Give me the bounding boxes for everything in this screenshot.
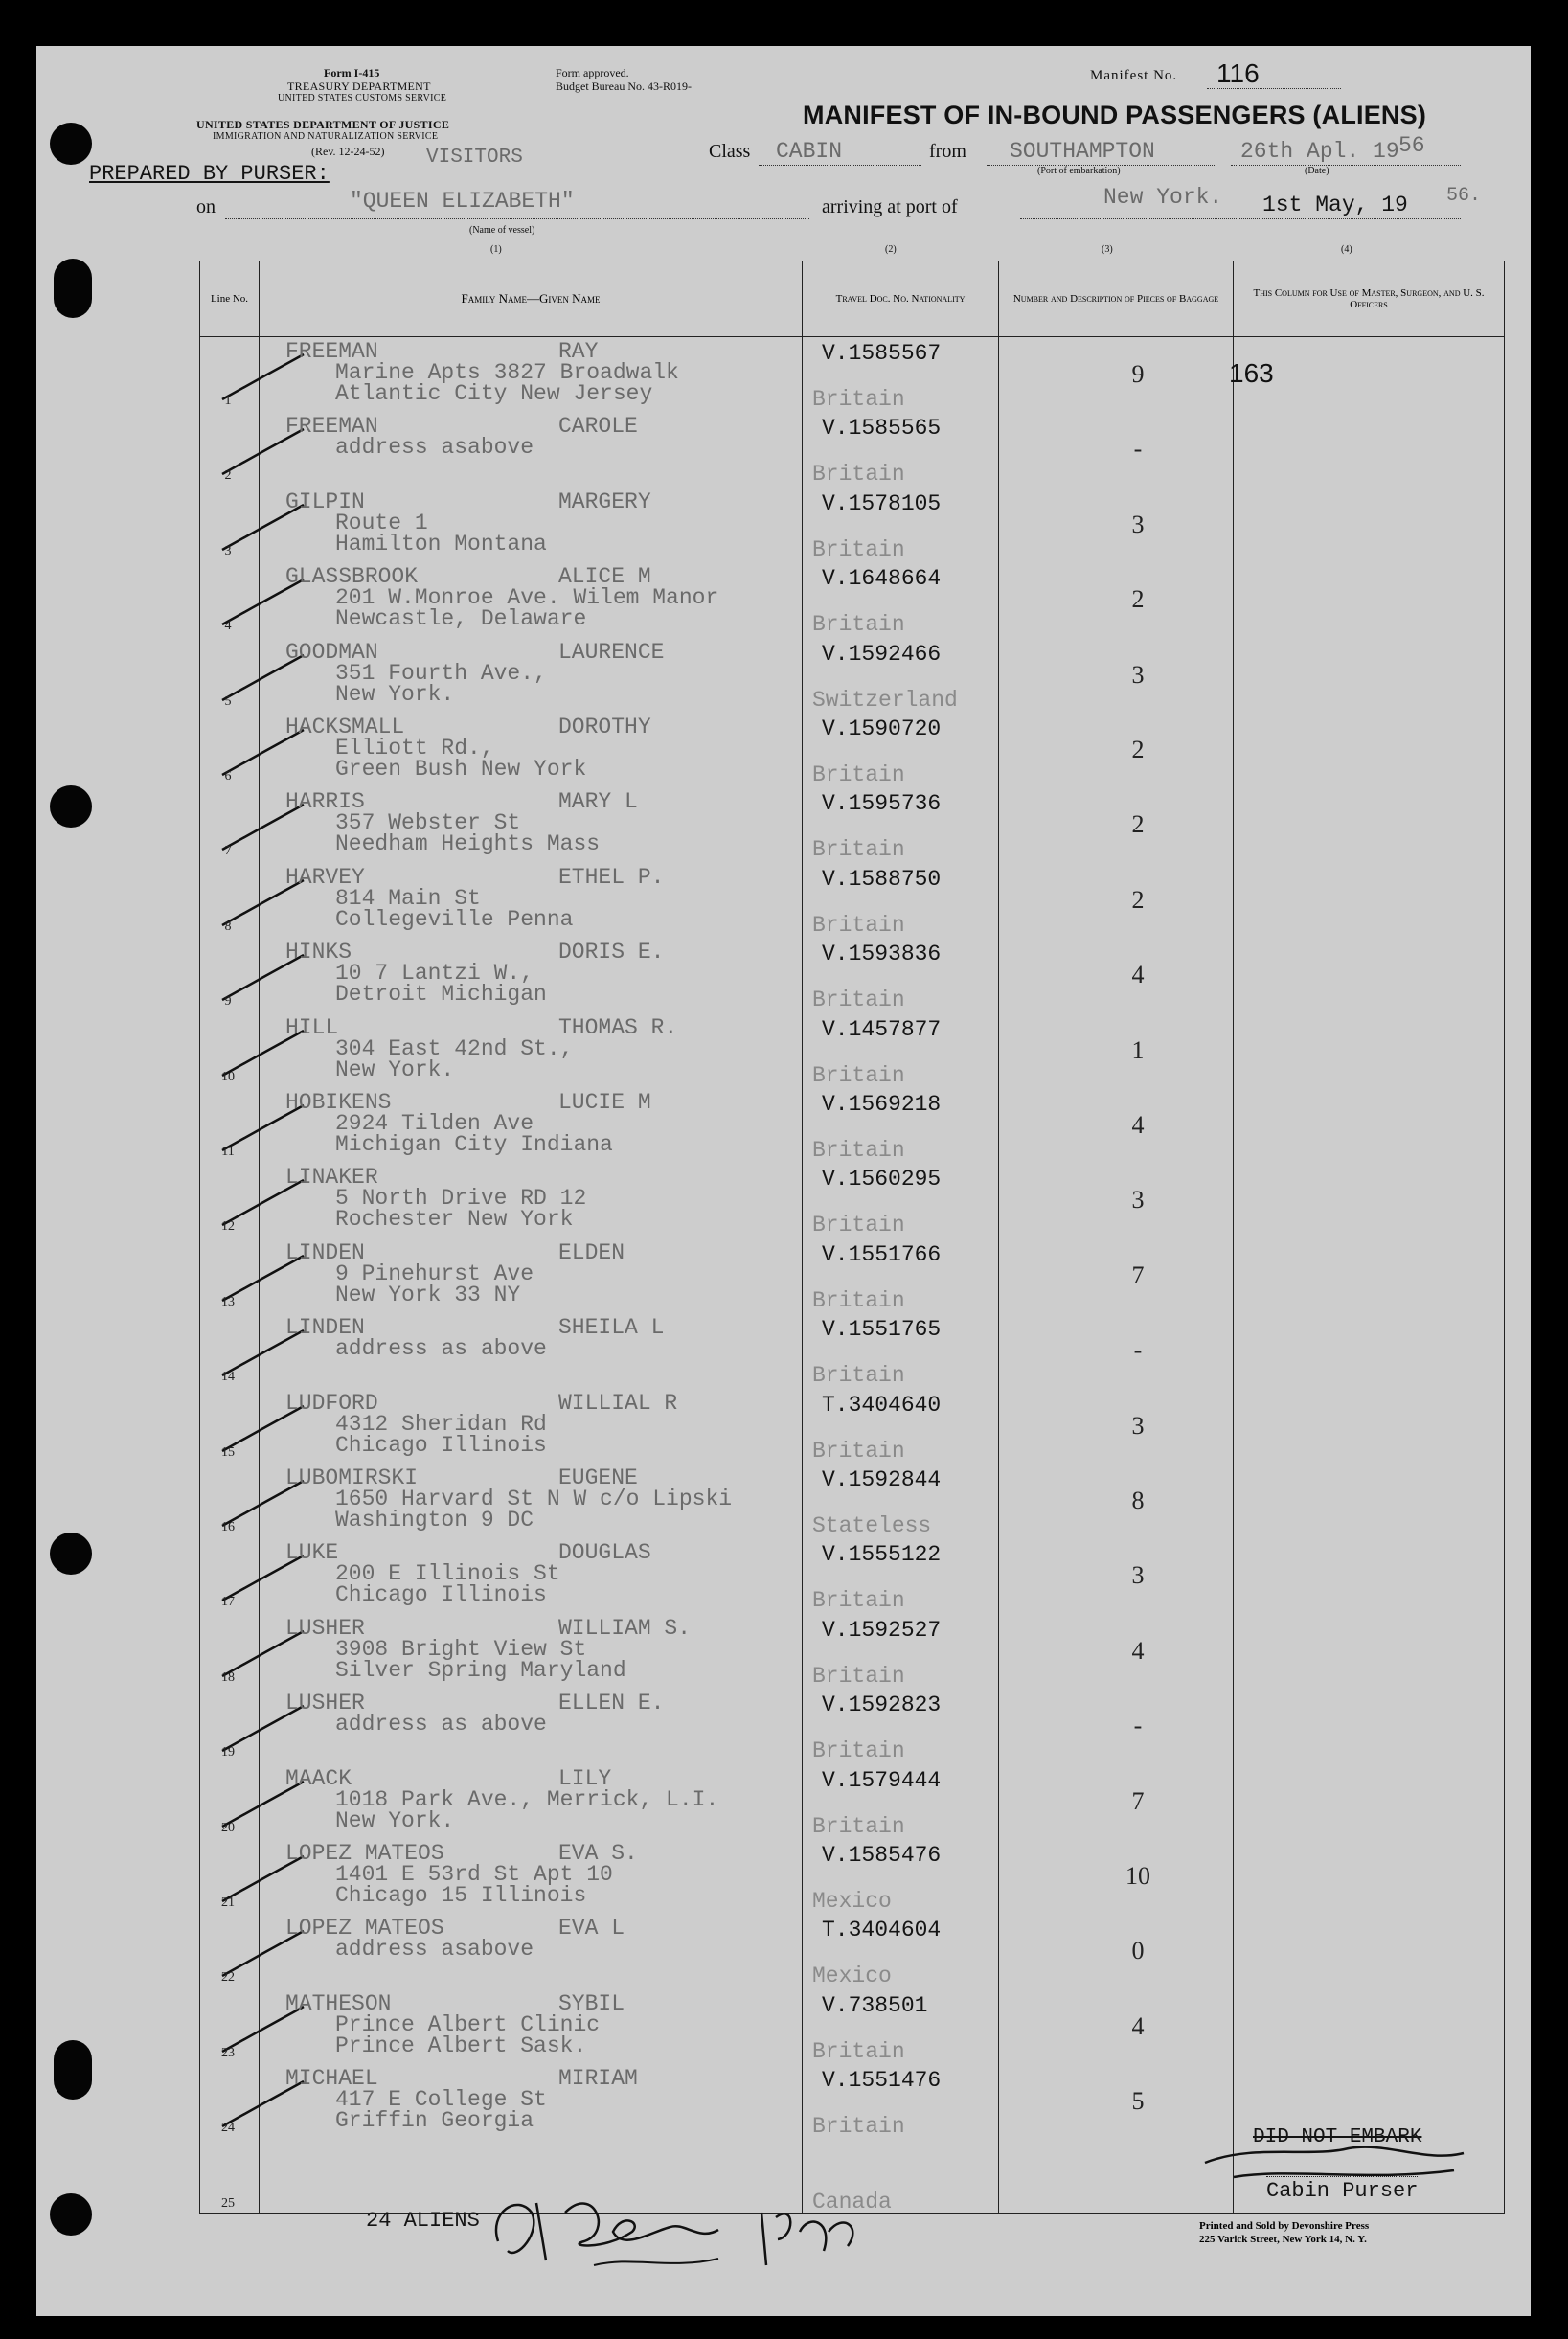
- line-number: 13: [221, 1294, 235, 1309]
- nationality: Britain: [812, 612, 905, 638]
- table-row: [199, 488, 1504, 563]
- given-name: LILY: [558, 1765, 612, 1791]
- budget-bureau: Budget Bureau No. 43-R019-: [556, 79, 692, 93]
- class-line: [759, 165, 921, 166]
- given-name: EVA L: [558, 1916, 625, 1942]
- nationality: Britain: [812, 1738, 905, 1764]
- address-line-1: Elliott Rd.,: [335, 736, 494, 761]
- table-row: [199, 1163, 1504, 1238]
- line-number: 10: [221, 1069, 235, 1084]
- travel-doc-number: V.1595736: [822, 791, 942, 817]
- treasury-department: TREASURY DEPARTMENT: [287, 79, 431, 93]
- baggage-count: 10: [1125, 1862, 1150, 1890]
- given-name: MARY L: [558, 789, 638, 815]
- travel-doc-number: V.1560295: [822, 1167, 942, 1192]
- family-name: LINDEN: [285, 1239, 365, 1265]
- nationality: Britain: [812, 837, 905, 863]
- table-row: [199, 412, 1504, 488]
- nationality: Britain: [812, 912, 905, 938]
- nationality: Britain: [812, 762, 905, 787]
- arrival-year: 56.: [1446, 185, 1482, 207]
- port-embark-caption: (Port of embarkation): [1037, 166, 1121, 176]
- baggage-count: -: [1133, 435, 1143, 464]
- travel-doc-number: T.3404640: [822, 1392, 942, 1418]
- travel-doc-number: V.1551765: [822, 1317, 942, 1343]
- line-number: 19: [221, 1745, 235, 1760]
- travel-doc-number: V.1648664: [822, 566, 942, 592]
- date-line: [1231, 165, 1461, 166]
- nationality: Britain: [812, 1062, 905, 1088]
- address-line-1: Route 1: [335, 510, 428, 535]
- binder-hole: [54, 2040, 92, 2100]
- address-line-1: address as above: [335, 1336, 547, 1362]
- given-name: EVA S.: [558, 1841, 638, 1866]
- nationality: Stateless: [812, 1513, 932, 1538]
- binder-hole: [50, 123, 92, 165]
- address-line-1: Marine Apts 3827 Broadwalk: [335, 360, 679, 385]
- family-name: LUDFORD: [285, 1390, 378, 1416]
- cabin-purser: Cabin Purser: [1266, 2176, 1418, 2203]
- nationality: Britain: [812, 1813, 905, 1839]
- col-number-3: (3): [1102, 244, 1113, 255]
- address-line-1: 814 Main St: [335, 885, 481, 911]
- address-line-1: 10 7 Lantzi W.,: [335, 961, 534, 987]
- address-line-2: Silver Spring Maryland: [335, 1657, 626, 1683]
- address-line-2: Prince Albert Sask.: [335, 2032, 587, 2058]
- address-line-1: 351 Fourth Ave.,: [335, 660, 547, 686]
- travel-doc-number: V.1585565: [822, 416, 942, 442]
- travel-doc-number: V.1592844: [822, 1467, 942, 1492]
- vessel-name: "QUEEN ELIZABETH": [350, 189, 575, 214]
- given-name: ELDEN: [558, 1239, 625, 1265]
- given-name: RAY: [558, 339, 599, 364]
- address-line-1: 200 E Illinois St: [335, 1561, 560, 1587]
- travel-doc-number: V.1585476: [822, 1843, 942, 1868]
- line-number: 2: [224, 468, 232, 484]
- table-row: [199, 1764, 1504, 1840]
- travel-doc-number: V.1585567: [822, 341, 942, 366]
- address-line-2: Washington 9 DC: [335, 1508, 534, 1533]
- address-line-2: Detroit Michigan: [335, 982, 547, 1008]
- family-name: LUSHER: [285, 1615, 365, 1641]
- line-number: 12: [221, 1219, 235, 1235]
- from-label: from: [929, 141, 966, 162]
- table-row: [199, 1839, 1504, 1915]
- vessel-caption: (Name of vessel): [469, 225, 535, 236]
- family-name: GOODMAN: [285, 639, 378, 665]
- travel-doc-number: V.1551766: [822, 1241, 942, 1267]
- address-line-1: 3908 Bright View St: [335, 1636, 587, 1662]
- address-line-1: address asabove: [335, 435, 534, 461]
- given-name: LUCIE M: [558, 1090, 651, 1115]
- family-name: HACKSMALL: [285, 715, 405, 739]
- nationality: Britain: [812, 1138, 905, 1163]
- baggage-count: 2: [1131, 585, 1145, 614]
- travel-doc-number: V.1588750: [822, 866, 942, 892]
- family-name: HARRIS: [285, 789, 365, 815]
- arrival-port: New York.: [1103, 185, 1223, 210]
- line-number: 8: [224, 919, 232, 934]
- class-label: Class: [709, 141, 751, 162]
- nationality: Britain: [812, 988, 905, 1013]
- did-not-embark: DID NOT EMBARK: [1253, 2126, 1422, 2148]
- binder-hole: [54, 259, 92, 318]
- nationality: Mexico: [812, 1889, 892, 1914]
- travel-doc-number: V.1592527: [822, 1617, 942, 1643]
- table-row: [199, 1313, 1504, 1389]
- family-name: LOPEZ MATEOS: [285, 1841, 444, 1866]
- address-line-2: New York.: [335, 1807, 455, 1833]
- given-name: ETHEL P.: [558, 864, 665, 890]
- travel-doc-number: T.3404604: [822, 1918, 942, 1943]
- table-row: [199, 938, 1504, 1013]
- nationality: Canada: [812, 2189, 892, 2214]
- given-name: LAURENCE: [558, 639, 665, 665]
- address-line-1: 357 Webster St: [335, 810, 521, 836]
- revision-date: (Rev. 12-24-52): [311, 145, 385, 158]
- address-line-1: 417 E College St: [335, 2087, 547, 2113]
- line-number: 15: [221, 1444, 235, 1460]
- address-line-2: New York.: [335, 1056, 455, 1082]
- family-name: GILPIN: [285, 488, 365, 514]
- given-name: MIRIAM: [558, 2066, 638, 2092]
- address-line-1: 1650 Harvard St N W c/o Lipski: [335, 1487, 733, 1511]
- address-line-2: New York.: [335, 681, 455, 707]
- address-line-2: Collegeville Penna: [335, 906, 574, 932]
- table-row: [199, 1464, 1504, 1539]
- travel-doc-number: V.1555122: [822, 1542, 942, 1568]
- given-name: THOMAS R.: [558, 1014, 678, 1040]
- family-name: HOBIKENS: [285, 1090, 392, 1115]
- nationality: Britain: [812, 1213, 905, 1238]
- table-row: [199, 1614, 1504, 1690]
- family-name: LUSHER: [285, 1691, 365, 1716]
- given-name: DOROTHY: [558, 715, 651, 739]
- line-number: 11: [221, 1145, 235, 1159]
- family-name: FREEMAN: [285, 414, 378, 440]
- baggage-count: 3: [1131, 660, 1145, 689]
- line-number: 21: [221, 1896, 235, 1910]
- purser-stamp-signature: [1195, 2124, 1483, 2191]
- address-line-2: Needham Heights Mass: [335, 831, 601, 857]
- baggage-count: 0: [1131, 1937, 1145, 1965]
- header-name: Family Name—Given Name: [260, 261, 803, 337]
- address-line-1: 1401 E 53rd St Apt 10: [335, 1862, 613, 1887]
- table-row: [199, 562, 1504, 638]
- table-row: [199, 1389, 1504, 1465]
- travel-doc-number: V.1457877: [822, 1016, 942, 1042]
- baggage-count: 4: [1131, 1636, 1145, 1665]
- family-name: LINAKER: [285, 1165, 378, 1191]
- line-number: 24: [221, 2121, 235, 2136]
- table-row: [199, 1238, 1504, 1314]
- table-row: [199, 1538, 1504, 1614]
- travel-doc-number: V.1551476: [822, 2068, 942, 2094]
- baggage-count: -: [1133, 1336, 1143, 1365]
- family-name: FREEMAN: [285, 339, 378, 364]
- given-name: SYBIL: [558, 1990, 625, 2016]
- line-number: 16: [221, 1520, 235, 1534]
- line-number: 7: [224, 844, 232, 859]
- arriving-label: arriving at port of: [822, 196, 958, 217]
- nationality: Britain: [812, 387, 905, 412]
- address-line-1: 9 Pinehurst Ave: [335, 1260, 534, 1286]
- family-name: HARVEY: [285, 864, 365, 890]
- from-value: SOUTHAMPTON: [1010, 139, 1155, 164]
- embark-date: 26th Apl. 19: [1240, 139, 1399, 164]
- given-name: DORIS E.: [558, 940, 665, 965]
- line-number: 4: [224, 619, 232, 634]
- table-row: [199, 1088, 1504, 1164]
- line-number: 5: [224, 693, 232, 709]
- nationality: Britain: [812, 2038, 905, 2064]
- baggage-count: 8: [1131, 1487, 1145, 1514]
- address-line-2: Rochester New York: [335, 1207, 574, 1233]
- baggage-count: 4: [1131, 961, 1145, 989]
- printer-line-2: 225 Varick Street, New York 14, N. Y.: [1199, 2234, 1367, 2245]
- given-name: WILLIAM S.: [558, 1615, 692, 1641]
- line-number: 18: [221, 1669, 235, 1685]
- baggage-count: 2: [1131, 810, 1145, 839]
- family-name: HILL: [285, 1014, 339, 1040]
- line-number: 3: [224, 543, 232, 558]
- table-row: [199, 1989, 1504, 2065]
- on-label: on: [196, 196, 216, 217]
- customs-service: UNITED STATES CUSTOMS SERVICE: [278, 93, 447, 103]
- total-aliens: 24 ALIENS: [366, 2209, 480, 2233]
- family-name: HINKS: [285, 940, 352, 965]
- binder-hole: [50, 1533, 92, 1575]
- address-line-2: Green Bush New York: [335, 757, 587, 782]
- family-name: MATHESON: [285, 1990, 392, 2016]
- address-line-1: 4312 Sheridan Rd: [335, 1411, 547, 1437]
- class-value: CABIN: [776, 139, 843, 164]
- table-row: [199, 1013, 1504, 1089]
- col-number-1: (1): [490, 244, 502, 255]
- printer-line-1: Printed and Sold by Devonshire Press: [1199, 2220, 1370, 2232]
- address-line-2: Chicago Illinois: [335, 1432, 547, 1458]
- header-officers: This Column for Use of Master, Surgeon, and U. S. Officers: [1234, 261, 1505, 337]
- family-name: LUBOMIRSKI: [285, 1465, 419, 1490]
- family-name: LOPEZ MATEOS: [285, 1916, 444, 1942]
- table-row: [199, 1689, 1504, 1764]
- baggage-count: -: [1133, 1712, 1143, 1740]
- header-baggage: Number and Description of Pieces of Baggage: [999, 261, 1234, 337]
- address-line-2: Michigan City Indiana: [335, 1132, 613, 1157]
- family-name: MAACK: [285, 1765, 352, 1791]
- given-name: DOUGLAS: [558, 1540, 651, 1566]
- travel-doc-number: V.1569218: [822, 1092, 942, 1117]
- address-line-2: Hamilton Montana: [335, 531, 547, 556]
- address-line-2: New York 33 NY: [335, 1282, 521, 1307]
- prepared-by-purser: PREPARED BY PURSER:: [89, 162, 330, 186]
- table-row: [199, 638, 1504, 714]
- address-line-1: 2924 Tilden Ave: [335, 1111, 534, 1136]
- given-name: ALICE M: [558, 564, 651, 590]
- address-line-1: Prince Albert Clinic: [335, 2011, 601, 2037]
- family-name: MICHAEL: [285, 2066, 378, 2092]
- address-line-2: Chicago 15 Illinois: [335, 1883, 587, 1908]
- address-line-2: Atlantic City New Jersey: [335, 381, 653, 406]
- address-line-1: 1018 Park Ave., Merrick, L.I.: [335, 1786, 719, 1812]
- table-row: [199, 337, 1504, 413]
- line-number: 14: [221, 1370, 235, 1385]
- nationality: Britain: [812, 1588, 905, 1614]
- table-row: [199, 713, 1504, 788]
- travel-doc-number: V.1593836: [822, 942, 942, 967]
- nationality: Britain: [812, 536, 905, 562]
- purser-signature: [479, 2174, 920, 2280]
- address-line-2: Griffin Georgia: [335, 2108, 534, 2134]
- embark-year: 56: [1398, 133, 1425, 158]
- date-caption: (Date): [1305, 166, 1329, 176]
- given-name: MARGERY: [558, 488, 651, 514]
- baggage-count: 7: [1131, 1786, 1145, 1815]
- baggage-count: 1: [1131, 1035, 1145, 1064]
- given-name: SHEILA L: [558, 1315, 665, 1341]
- form-approved: Form approved.: [556, 66, 629, 79]
- manifest-line: [1207, 88, 1341, 89]
- line-number: 22: [221, 1970, 235, 1986]
- address-line-1: 304 East 42nd St.,: [335, 1035, 574, 1061]
- header-doc: Travel Doc. No. Nationality: [803, 261, 999, 337]
- nationality: Britain: [812, 1363, 905, 1389]
- manifest-label: Manifest No.: [1090, 68, 1178, 83]
- nationality: Britain: [812, 462, 905, 488]
- immigration-service: IMMIGRATION AND NATURALIZATION SERVICE: [213, 131, 439, 142]
- header-line-no: Line No.: [200, 261, 260, 337]
- travel-doc-number: V.1590720: [822, 716, 942, 741]
- baggage-count: 3: [1131, 1411, 1145, 1440]
- col-number-4: (4): [1341, 244, 1352, 255]
- family-name: GLASSBROOK: [285, 564, 419, 590]
- line-number: 9: [224, 994, 232, 1010]
- address-line-1: 201 W.Monroe Ave. Wilem Manor: [335, 585, 719, 611]
- line-number: 20: [221, 1820, 235, 1835]
- baggage-count: 4: [1131, 2011, 1145, 2040]
- travel-doc-number: V.738501: [822, 1992, 928, 2018]
- baggage-count: 4: [1131, 1111, 1145, 1139]
- address-line-2: Chicago Illinois: [335, 1582, 547, 1608]
- travel-doc-number: V.1578105: [822, 490, 942, 516]
- nationality: Mexico: [812, 1964, 892, 1989]
- given-name: WILLIAL R: [558, 1390, 678, 1416]
- table-row: [199, 787, 1504, 863]
- baggage-count: 7: [1131, 1260, 1145, 1289]
- nationality: Britain: [812, 1287, 905, 1313]
- officer-note: 163: [1229, 358, 1274, 388]
- binder-hole: [50, 2193, 92, 2236]
- baggage-count: 3: [1131, 1561, 1145, 1590]
- address-line-1: address asabove: [335, 1937, 534, 1963]
- table-row: [199, 1914, 1504, 1989]
- travel-doc-number: V.1579444: [822, 1767, 942, 1793]
- address-line-1: address as above: [335, 1712, 547, 1737]
- given-name: EUGENE: [558, 1465, 638, 1490]
- manifest-number: 116: [1216, 58, 1260, 88]
- family-name: LUKE: [285, 1540, 339, 1566]
- arrival-line: [1020, 218, 1461, 219]
- department-of-justice: UNITED STATES DEPARTMENT OF JUSTICE: [196, 118, 450, 131]
- nationality: Britain: [812, 2114, 905, 2140]
- travel-doc-number: V.1592823: [822, 1692, 942, 1718]
- nationality: Britain: [812, 1663, 905, 1689]
- visitors-label: VISITORS: [426, 147, 523, 169]
- nationality: Switzerland: [812, 687, 958, 713]
- baggage-count: 2: [1131, 885, 1145, 914]
- address-line-2: Newcastle, Delaware: [335, 606, 587, 632]
- manifest-title: MANIFEST OF IN-BOUND PASSENGERS (ALIENS): [803, 101, 1427, 129]
- baggage-count: 3: [1131, 510, 1145, 538]
- travel-doc-number: V.1592466: [822, 641, 942, 667]
- arrival-date: 1st May, 19: [1262, 193, 1408, 217]
- binder-hole: [50, 785, 92, 828]
- col-number-2: (2): [885, 244, 897, 255]
- line-number: 25: [221, 2195, 235, 2211]
- vessel-line: [225, 218, 809, 219]
- line-number: 1: [224, 394, 232, 408]
- nationality: Britain: [812, 1438, 905, 1464]
- baggage-count: 2: [1131, 736, 1145, 763]
- family-name: LINDEN: [285, 1315, 365, 1341]
- baggage-count: 5: [1131, 2087, 1145, 2116]
- table-row: [199, 863, 1504, 939]
- baggage-count: 3: [1131, 1186, 1145, 1215]
- form-number: Form I-415: [324, 66, 380, 79]
- given-name: CAROLE: [558, 414, 638, 440]
- line-number: 23: [221, 2045, 235, 2060]
- line-number: 6: [224, 769, 232, 783]
- line-number: 17: [221, 1595, 235, 1610]
- given-name: ELLEN E.: [558, 1691, 665, 1716]
- address-line-1: 5 North Drive RD 12: [335, 1186, 587, 1212]
- baggage-count: 9: [1131, 360, 1145, 388]
